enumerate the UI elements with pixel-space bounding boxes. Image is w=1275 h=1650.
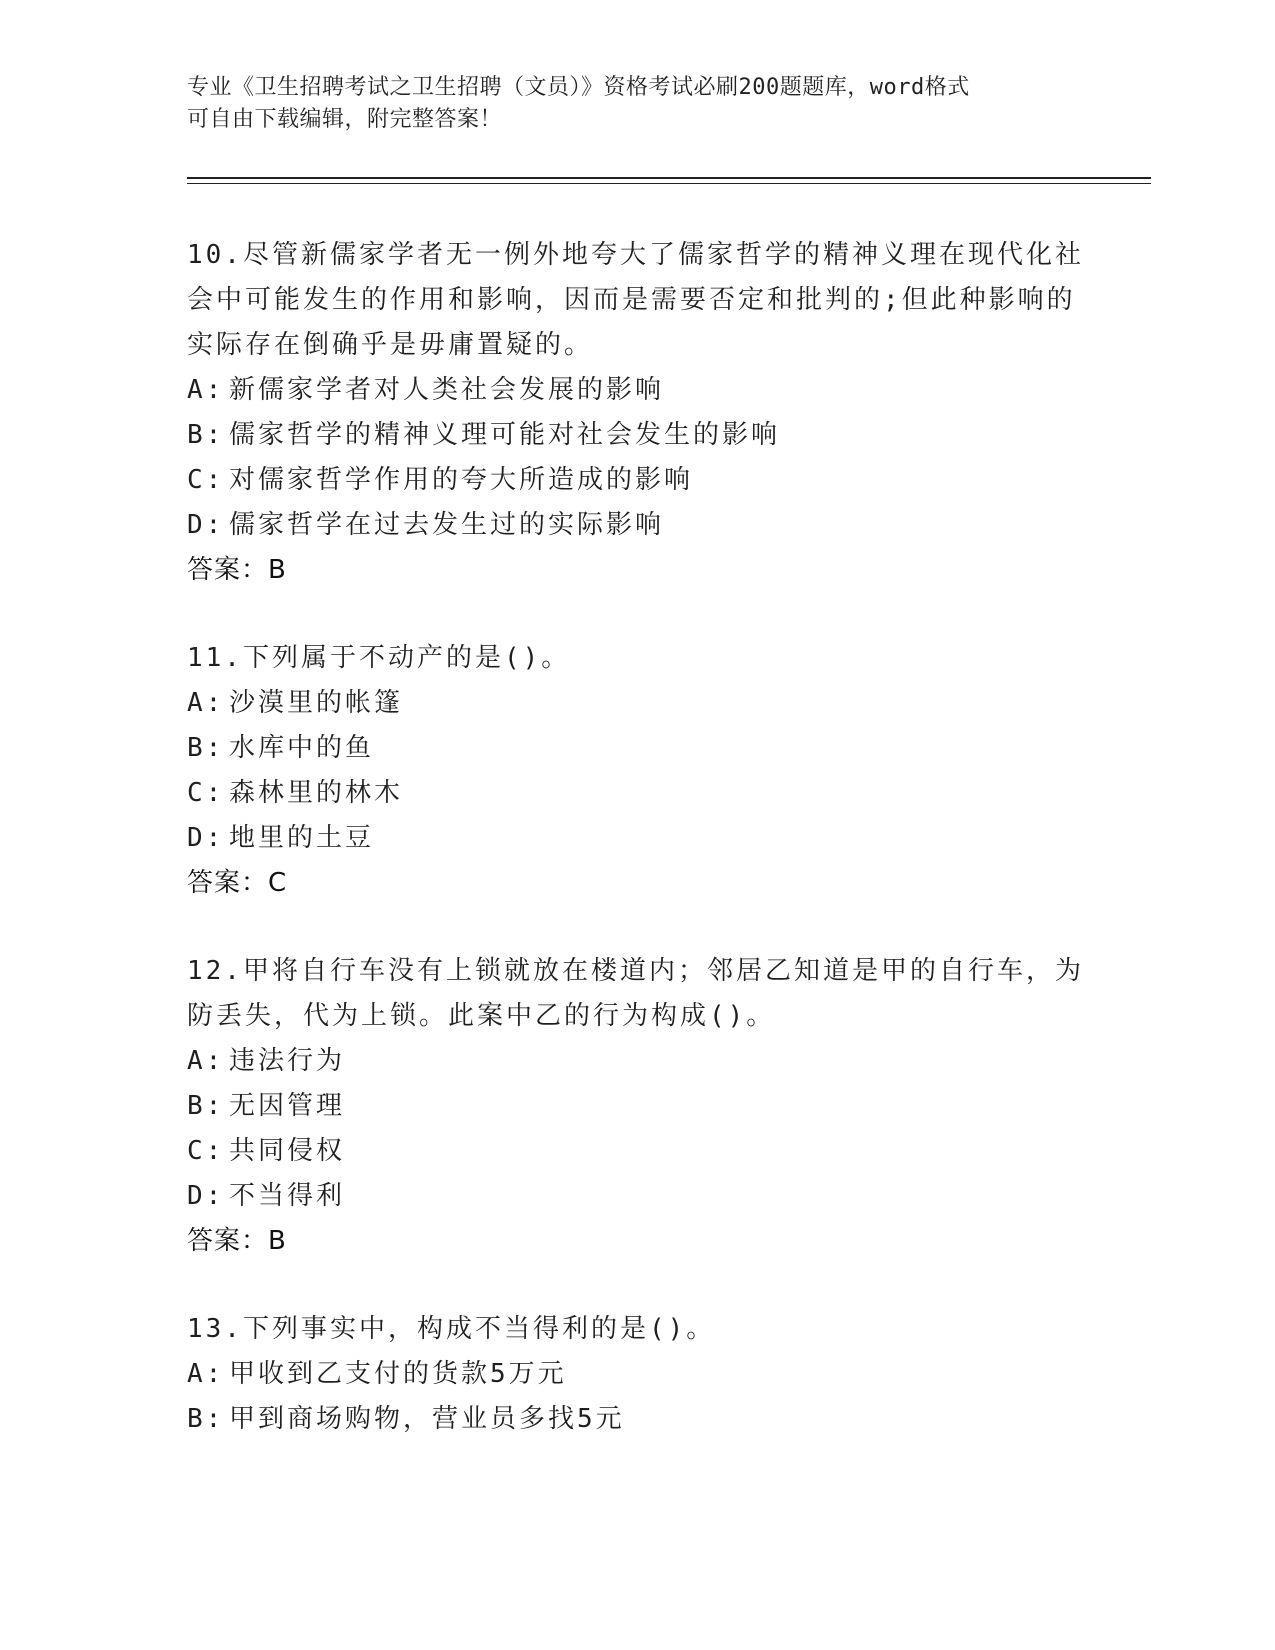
document-header bbox=[187, 72, 1067, 136]
option-key: D: bbox=[187, 1181, 225, 1211]
option-key: A: bbox=[187, 688, 225, 718]
question-list bbox=[187, 233, 1087, 1485]
option-text: 甲到商场购物，营业员多找5元 bbox=[229, 1404, 625, 1434]
option-key: B: bbox=[187, 733, 225, 763]
option-text: 不当得利 bbox=[229, 1181, 346, 1211]
option-c bbox=[187, 1129, 1087, 1174]
option-c bbox=[187, 458, 1087, 503]
option-a bbox=[187, 368, 1087, 413]
option-text: 无因管理 bbox=[229, 1091, 346, 1121]
option-key: D: bbox=[187, 823, 225, 853]
option-key: B: bbox=[187, 1404, 225, 1434]
option-a bbox=[187, 1039, 1087, 1084]
option-key: D: bbox=[187, 510, 225, 540]
option-text: 对儒家哲学作用的夸大所造成的影响 bbox=[229, 465, 694, 495]
option-text: 沙漠里的帐篷 bbox=[229, 688, 404, 718]
option-b bbox=[187, 1397, 1087, 1442]
question-stem: 10.尽管新儒家学者无一例外地夸大了儒家哲学的精神义理在现代化社会中可能发生的作用和影响，因而是需要否定和批判的;但此种影响的实际存在倒确乎是毋庸置疑的。 bbox=[187, 240, 1084, 360]
option-d bbox=[187, 503, 1087, 548]
option-text: 儒家哲学的精神义理可能对社会发生的影响 bbox=[229, 420, 781, 450]
option-a bbox=[187, 681, 1087, 726]
question-13 bbox=[187, 1307, 1087, 1442]
header-divider-thick bbox=[187, 177, 1151, 179]
option-key: B: bbox=[187, 420, 225, 450]
option-text: 森林里的林木 bbox=[229, 778, 404, 808]
question-11 bbox=[187, 636, 1087, 906]
option-key: A: bbox=[187, 375, 225, 405]
question-12 bbox=[187, 949, 1087, 1264]
option-b bbox=[187, 1084, 1087, 1129]
question-10 bbox=[187, 233, 1087, 593]
option-d bbox=[187, 1174, 1087, 1219]
option-key: B: bbox=[187, 1091, 225, 1121]
option-b bbox=[187, 726, 1087, 771]
question-stem: 12.甲将自行车没有上锁就放在楼道内；邻居乙知道是甲的自行车，为防丢失，代为上锁。此案中乙的行为构成()。 bbox=[187, 956, 1084, 1031]
option-text: 水库中的鱼 bbox=[229, 733, 375, 763]
option-text: 违法行为 bbox=[229, 1046, 346, 1076]
option-c bbox=[187, 771, 1087, 816]
option-text: 共同侵权 bbox=[229, 1136, 346, 1166]
answer-label: 答案：C bbox=[187, 868, 288, 898]
option-b bbox=[187, 413, 1087, 458]
option-text: 地里的土豆 bbox=[229, 823, 375, 853]
answer-label: 答案：B bbox=[187, 1226, 287, 1256]
option-key: C: bbox=[187, 1136, 225, 1166]
header-title-line-2: 可自由下载编辑，附完整答案！ bbox=[187, 107, 503, 132]
option-text: 甲收到乙支付的货款5万元 bbox=[229, 1359, 567, 1389]
option-key: A: bbox=[187, 1359, 225, 1389]
question-stem: 11.下列属于不动产的是()。 bbox=[187, 643, 571, 673]
option-a bbox=[187, 1352, 1087, 1397]
header-divider-thin bbox=[187, 183, 1151, 184]
header-title-line-1: 专业《卫生招聘考试之卫生招聘（文员）》资格考试必刷200题题库，word格式 bbox=[187, 75, 970, 100]
option-text: 儒家哲学在过去发生过的实际影响 bbox=[229, 510, 665, 540]
question-stem: 13.下列事实中，构成不当得利的是()。 bbox=[187, 1314, 716, 1344]
option-text: 新儒家学者对人类社会发展的影响 bbox=[229, 375, 665, 405]
answer-label: 答案：B bbox=[187, 555, 287, 585]
option-key: C: bbox=[187, 778, 225, 808]
option-key: A: bbox=[187, 1046, 225, 1076]
option-d bbox=[187, 816, 1087, 861]
option-key: C: bbox=[187, 465, 225, 495]
